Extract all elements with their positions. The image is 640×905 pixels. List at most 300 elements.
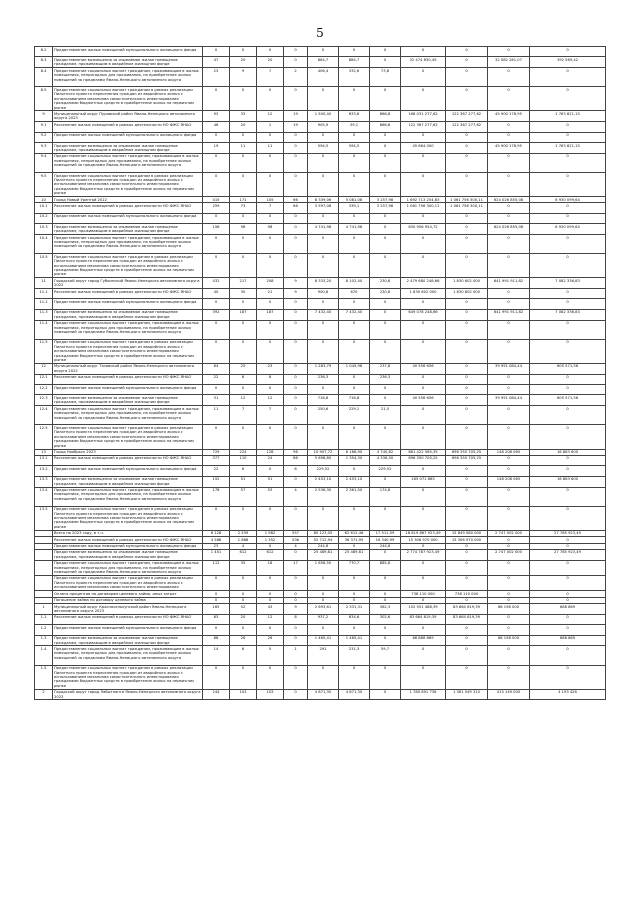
value-cell: 1 763 821,15 — [530, 143, 606, 154]
row-name-cell: Предоставление возмещения за изымаемое жилое помещение гражданам, проживающим в аварийном жилищном фонде — [53, 395, 203, 406]
table-row — [35, 47, 606, 57]
table-row — [35, 395, 606, 406]
table-row — [35, 173, 606, 197]
table-row — [35, 254, 606, 278]
value-cell: 0 — [370, 132, 401, 142]
value-cell: 0 — [257, 132, 284, 142]
value-cell: 630 956 954,72 — [401, 224, 446, 235]
row-number-cell: 13.2 — [35, 466, 53, 476]
value-cell: 19 — [284, 122, 308, 132]
row-name-cell: Предоставление социальных выплат гражданам в рамках реализации Пилотного проекта переселения граждан из аварийного жилья с использованием механизма самостоятельного инвестирования — [53, 575, 203, 590]
value-cell: 1 830 602 000 — [401, 289, 446, 299]
value-cell: 2 539 — [230, 530, 257, 536]
value-cell: 83 664 619,39 — [446, 604, 488, 615]
value-cell: 0 — [284, 506, 308, 530]
value-cell: 236,3 — [370, 374, 401, 384]
value-cell: 0 — [488, 47, 530, 57]
value-cell: 0 — [446, 173, 488, 197]
row-number-cell: 13.1 — [35, 455, 53, 465]
row-name-cell: Муниципальный округ Красноселькупский район Ямало-Ненецкого автономного округа 2023 — [53, 604, 203, 615]
value-cell: 0 — [230, 299, 257, 309]
row-number-cell — [35, 560, 53, 575]
row-number-cell: 9.4 — [35, 153, 53, 172]
value-cell: 40 556 656 — [401, 395, 446, 406]
value-cell: 0 — [370, 47, 401, 57]
value-cell: 0 — [401, 560, 446, 575]
value-cell: 0 — [401, 625, 446, 635]
row-number-cell: 13.4 — [35, 487, 53, 506]
row-number-cell: 1.4 — [35, 646, 53, 665]
value-cell: 26 — [257, 635, 284, 646]
value-cell: 634,6 — [339, 614, 370, 624]
value-cell: 15 849 080 000 — [446, 530, 488, 536]
value-cell: 5 081,08 — [339, 197, 370, 203]
value-cell: 11 — [230, 143, 257, 154]
row-number-cell — [35, 549, 53, 560]
value-cell: 2 — [284, 68, 308, 87]
row-name-cell: Предоставление жилых помещений муниципального жилищного фонда — [53, 299, 203, 309]
value-cell: 1 061 756 300,11 — [401, 203, 446, 213]
value-cell: 1 465,41 — [339, 635, 370, 646]
value-cell: 1 888 — [230, 537, 257, 543]
value-cell: 624 026 855,08 — [488, 224, 530, 235]
value-cell: 7 — [257, 203, 284, 213]
value-cell: 9 — [230, 68, 257, 87]
value-cell: 0 — [308, 254, 339, 278]
value-cell: 0 — [284, 299, 308, 309]
value-cell: 0 — [257, 320, 284, 339]
value-cell: 2 361,50 — [339, 487, 370, 506]
row-name-cell: Предоставление возмещения за изымаемое жилое помещение гражданам, проживающим в аварийном жилищном фонде — [53, 224, 203, 235]
value-cell: 0 — [308, 625, 339, 635]
value-cell: 612 — [257, 549, 284, 560]
value-cell: 16 863 600 — [530, 449, 606, 455]
value-cell: 98 — [257, 224, 284, 235]
value-cell: 0 — [370, 549, 401, 560]
value-cell: 0 — [530, 235, 606, 254]
value-cell: 0 — [339, 466, 370, 476]
value-cell: 0 — [257, 173, 284, 197]
value-cell: 0 — [530, 543, 606, 549]
value-cell: 0 — [401, 487, 446, 506]
value-cell: 0 — [401, 254, 446, 278]
value-cell: 0 — [488, 625, 530, 635]
value-cell: 83 664 619,39 — [446, 614, 488, 624]
value-cell: 2 331,31 — [339, 604, 370, 615]
value-cell: 0 — [339, 87, 370, 111]
value-cell: 0 — [308, 665, 339, 689]
value-cell: 0 — [488, 614, 530, 624]
value-cell: 0 — [401, 87, 446, 111]
value-cell: 0 — [230, 235, 257, 254]
value-cell: 0 — [446, 466, 488, 476]
value-cell: 22 — [203, 374, 230, 384]
value-cell: 0 — [308, 213, 339, 223]
value-cell: 0 — [446, 309, 488, 320]
value-cell: 0 — [446, 395, 488, 406]
value-cell: 0 — [230, 132, 257, 142]
row-number-cell: 1 — [35, 604, 53, 615]
value-cell: 0 — [370, 635, 401, 646]
value-cell: 0 — [308, 597, 339, 603]
value-cell: 0 — [284, 374, 308, 384]
value-cell: 0 — [339, 320, 370, 339]
value-cell: 93 — [203, 111, 230, 122]
row-number-cell: 10.2 — [35, 213, 53, 223]
row-name-cell: Расселение жилых помещений в рамках деятельности НО ФЖС ЯНАО — [53, 374, 203, 384]
value-cell: 8 102,40 — [339, 278, 370, 289]
value-cell: 0 — [230, 425, 257, 449]
row-name-cell: Предоставление жилых помещений муниципального жилищного фонда — [53, 213, 203, 223]
value-cell: 557 — [284, 530, 308, 536]
value-cell: 612 — [230, 549, 257, 560]
value-cell: 0 — [401, 235, 446, 254]
row-number-cell: 12.1 — [35, 374, 53, 384]
value-cell: 0 — [284, 575, 308, 590]
value-cell: 0 — [530, 506, 606, 530]
value-cell: 0 — [488, 299, 530, 309]
value-cell: 8 333,20 — [308, 278, 339, 289]
table-row — [35, 560, 606, 575]
value-cell: 4 740,82 — [370, 449, 401, 455]
row-number-cell: 10.5 — [35, 254, 53, 278]
row-number-cell: 11.5 — [35, 339, 53, 363]
value-cell: 0 — [488, 153, 530, 172]
value-cell: 0 — [446, 385, 488, 395]
value-cell: 905,9 — [308, 122, 339, 132]
value-cell: 0 — [339, 665, 370, 689]
table-row — [35, 625, 606, 635]
row-name-cell: Всего по 2023 году, в т.ч. — [53, 530, 203, 536]
value-cell: 0 — [284, 213, 308, 223]
value-cell: 244 — [203, 689, 230, 700]
row-name-cell: Предоставление социальных выплат гражданам в рамках реализации Пилотного проекта переселения граждан из аварийного жилья с использованием механизма самостоятельного инвестирования гражданами бюджетных средств в приобретение жилья на первичном рынке — [53, 506, 203, 530]
value-cell: 0 — [370, 591, 401, 597]
value-cell: 0 — [308, 591, 339, 597]
value-cell: 866,8 — [370, 111, 401, 122]
value-cell: 40 556 656 — [401, 363, 446, 374]
table-row — [35, 575, 606, 590]
value-cell: 112 — [203, 560, 230, 575]
value-cell: 0 — [446, 425, 488, 449]
value-cell: 594,5 — [339, 143, 370, 154]
value-cell: 605 571,56 — [530, 395, 606, 406]
value-cell: 0 — [339, 597, 370, 603]
value-cell: 0 — [446, 339, 488, 363]
table-row — [35, 665, 606, 689]
value-cell: 0 — [488, 560, 530, 575]
value-cell: 415 — [203, 197, 230, 203]
value-cell: 0 — [284, 173, 308, 197]
value-cell: 0 — [203, 173, 230, 197]
value-cell: 3 257,98 — [370, 203, 401, 213]
row-number-cell: 12.2 — [35, 385, 53, 395]
value-cell: 12 — [257, 395, 284, 406]
value-cell: 3 597,08 — [308, 203, 339, 213]
value-cell: 0 — [308, 575, 339, 590]
value-cell: 0 — [401, 213, 446, 223]
value-cell: 22 — [203, 466, 230, 476]
row-name-cell: Предоставление жилых помещений муниципального жилищного фонда — [53, 47, 203, 57]
value-cell: 12 — [257, 111, 284, 122]
table-row — [35, 425, 606, 449]
value-cell: 30 — [230, 289, 257, 299]
value-cell: 0 — [308, 299, 339, 309]
row-name-cell: Предоставление возмещения за изымаемое жилое помещение гражданам, проживающим в аварийном жилищном фонде — [53, 309, 203, 320]
value-cell: 0 — [446, 143, 488, 154]
row-name-cell: Городской округ город Губкинский Ямало-Ненецкого автономного округа 2022 — [53, 278, 203, 289]
value-cell: 0 — [257, 213, 284, 223]
value-cell: 178 — [203, 487, 230, 506]
table-row — [35, 87, 606, 111]
value-cell: 884,7 — [308, 57, 339, 68]
value-cell: 64 — [203, 363, 230, 374]
value-cell: 0 — [230, 625, 257, 635]
value-cell: 0 — [339, 591, 370, 597]
value-cell: 0 — [308, 132, 339, 142]
value-cell: 217 — [230, 278, 257, 289]
row-name-cell: Расселение жилых помещений в рамках деятельности НО ФЖС ЯНАО — [53, 614, 203, 624]
value-cell: 0 — [370, 299, 401, 309]
value-cell: 0 — [530, 339, 606, 363]
value-cell: 4 671,30 — [308, 689, 339, 700]
row-number-cell: 11.3 — [35, 309, 53, 320]
value-cell: 0 — [370, 385, 401, 395]
value-cell: 0 — [530, 213, 606, 223]
value-cell: 2 479 680 248,66 — [401, 278, 446, 289]
value-cell: 0 — [446, 506, 488, 530]
value-cell: 0 — [230, 506, 257, 530]
value-cell: 8 — [284, 614, 308, 624]
row-number-cell: 12.3 — [35, 395, 53, 406]
value-cell: 0 — [257, 153, 284, 172]
value-cell: 0 — [446, 476, 488, 487]
value-cell: 0 — [203, 385, 230, 395]
value-cell: 1 352 — [257, 537, 284, 543]
value-cell: 1 830 602 000 — [446, 278, 488, 289]
value-cell: 0 — [530, 289, 606, 299]
value-cell: 2 453,10 — [339, 476, 370, 487]
value-cell: 0 — [370, 87, 401, 111]
value-cell: 0 — [370, 506, 401, 530]
value-cell: 738 110 000 — [401, 591, 446, 597]
value-cell: 0 — [446, 213, 488, 223]
value-cell: 0 — [370, 395, 401, 406]
value-cell: 0 — [257, 339, 284, 363]
value-cell: 9 — [284, 289, 308, 299]
value-cell: 0 — [257, 466, 284, 476]
table-row — [35, 213, 606, 223]
row-name-cell: Город Ноябрьск 2023 — [53, 449, 203, 455]
value-cell: 122 367 277,62 — [401, 122, 446, 132]
table-row — [35, 235, 606, 254]
value-cell: 0 — [203, 87, 230, 111]
row-number-cell: 10.4 — [35, 235, 53, 254]
value-cell: 0 — [203, 320, 230, 339]
value-cell: 1 982 — [257, 530, 284, 536]
value-cell: 4 193 426 — [530, 689, 606, 700]
value-cell: 236,3 — [308, 374, 339, 384]
value-cell: 0 — [230, 591, 257, 597]
value-cell: 0 — [401, 68, 446, 87]
value-cell: 0 — [401, 173, 446, 197]
value-cell: 0 — [530, 132, 606, 142]
value-cell: 0 — [230, 339, 257, 363]
value-cell: 0 — [230, 87, 257, 111]
table-row — [35, 111, 606, 122]
value-cell: 237,8 — [370, 363, 401, 374]
value-cell: 0 — [446, 47, 488, 57]
value-cell: 15 306 970 000 — [446, 537, 488, 543]
table-row — [35, 122, 606, 132]
value-cell: 0 — [230, 47, 257, 57]
value-cell: 0 — [401, 47, 446, 57]
value-cell: 5 698,80 — [308, 455, 339, 465]
value-cell: 0 — [446, 87, 488, 111]
value-cell: 0 — [284, 153, 308, 172]
value-cell: 57 — [230, 487, 257, 506]
row-name-cell: Городской округ город Лабытнанги Ямало-Ненецкого автономного округа 2023 — [53, 689, 203, 700]
value-cell: 0 — [530, 597, 606, 603]
value-cell: 0 — [230, 213, 257, 223]
value-cell: 716,8 — [308, 395, 339, 406]
value-cell: 362,3 — [370, 604, 401, 615]
value-cell: 0 — [284, 132, 308, 142]
table-row — [35, 339, 606, 363]
value-cell: 0 — [203, 625, 230, 635]
value-cell: 20 — [257, 57, 284, 68]
value-cell: 0 — [401, 406, 446, 425]
value-cell: 0 — [230, 665, 257, 689]
value-cell: 0 — [401, 466, 446, 476]
value-cell: 0 — [230, 254, 257, 278]
page-number: 5 — [316, 26, 324, 40]
row-number-cell: 8.5 — [35, 87, 53, 111]
value-cell: 0 — [308, 339, 339, 363]
value-cell: 1 361 549 310 — [446, 689, 488, 700]
value-cell: 5 — [257, 646, 284, 665]
value-cell: 0 — [488, 665, 530, 689]
value-cell: 1 045,98 — [339, 363, 370, 374]
value-cell: 0 — [370, 57, 401, 68]
value-cell: 2 747 002 000 — [488, 530, 530, 536]
value-cell: 885,8 — [370, 560, 401, 575]
row-number-cell: 12 — [35, 363, 53, 374]
value-cell: 1 465,41 — [308, 635, 339, 646]
value-cell: 20 — [230, 57, 257, 68]
value-cell: 23 — [203, 68, 230, 87]
value-cell: 1 763 821,15 — [530, 111, 606, 122]
row-number-cell: 9.2 — [35, 132, 53, 142]
value-cell: 20 — [230, 122, 257, 132]
value-cell: 716,8 — [339, 395, 370, 406]
value-cell: 0 — [257, 385, 284, 395]
value-cell: 0 — [370, 597, 401, 603]
row-number-cell: 1.2 — [35, 625, 53, 635]
value-cell: 0 — [530, 646, 606, 665]
value-cell: 1 500,40 — [308, 111, 339, 122]
value-cell: 62 612,46 — [339, 530, 370, 536]
value-cell: 0 — [284, 406, 308, 425]
row-name-cell: Предоставление жилых помещений муниципального жилищного фонда — [53, 625, 203, 635]
value-cell: 0 — [203, 213, 230, 223]
row-name-cell: Предоставление социальных выплат гражданам, проживающим в жилых помещениях, непригодных для проживания, на приобретение жилых помещений за пределами Ямало-Ненецкого автономного округа — [53, 560, 203, 575]
value-cell: 250,6 — [308, 406, 339, 425]
value-cell: 0 — [446, 132, 488, 142]
value-cell: 0 — [401, 425, 446, 449]
value-cell: 0 — [488, 506, 530, 530]
row-number-cell: 10.3 — [35, 224, 53, 235]
value-cell: 0 — [370, 153, 401, 172]
value-cell: 0 — [488, 289, 530, 299]
value-cell: 0 — [530, 374, 606, 384]
value-cell: 35 — [230, 560, 257, 575]
row-number-cell: 13.5 — [35, 506, 53, 530]
value-cell: 0 — [401, 385, 446, 395]
value-cell: 0 — [488, 122, 530, 132]
value-cell: 229,1 — [339, 406, 370, 425]
value-cell: 0 — [339, 543, 370, 549]
value-cell: 696 350 705,25 — [446, 449, 488, 455]
value-cell: 39 951 084,44 — [488, 363, 530, 374]
value-cell: 0 — [257, 87, 284, 111]
value-cell: 0 — [530, 625, 606, 635]
table-row — [35, 689, 606, 700]
value-cell: 43 — [257, 604, 284, 615]
row-name-cell: Расселение жилых помещений в рамках деятельности НО ФЖС ЯНАО — [53, 537, 203, 543]
value-cell: 6 930 099,64 — [530, 197, 606, 203]
value-cell: 0 — [530, 591, 606, 597]
value-cell: 0 — [203, 132, 230, 142]
value-cell: 96 — [284, 449, 308, 455]
value-cell: 103 — [230, 689, 257, 700]
row-name-cell: Расселение жилых помещений в рамках деятельности НО ФЖС ЯНАО — [53, 122, 203, 132]
value-cell: 0 — [203, 665, 230, 689]
row-number-cell: 9 — [35, 111, 53, 122]
value-cell: 0 — [370, 476, 401, 487]
value-cell: 224 — [230, 449, 257, 455]
value-cell: 244,8 — [308, 543, 339, 549]
row-name-cell: Предоставление жилых помещений муниципального жилищного фонда — [53, 385, 203, 395]
value-cell: 0 — [203, 254, 230, 278]
value-cell: 46 — [203, 122, 230, 132]
value-cell: 27 785 923,49 — [530, 530, 606, 536]
value-cell: 0 — [488, 173, 530, 197]
value-cell: 0 — [284, 425, 308, 449]
value-cell: 23 — [257, 363, 284, 374]
value-cell: 110 — [230, 455, 257, 465]
value-cell: 2 536,30 — [308, 487, 339, 506]
value-cell: 0 — [488, 132, 530, 142]
value-cell: 0 — [488, 87, 530, 111]
value-cell: 0 — [446, 575, 488, 590]
value-cell: 0 — [401, 665, 446, 689]
row-number-cell: 11 — [35, 278, 53, 289]
value-cell: 688 869 — [530, 604, 606, 615]
value-cell: 11 — [203, 406, 230, 425]
value-cell: 649 078 248,66 — [401, 309, 446, 320]
value-cell: 0 — [530, 466, 606, 476]
value-cell: 0 — [339, 625, 370, 635]
row-name-cell: Предоставление возмещения за изымаемое жилое помещение гражданам, проживающим в аварийном жилищном фонде — [53, 549, 203, 560]
value-cell: 0 — [530, 173, 606, 197]
row-name-cell: Оплата процентов по договорам целевого займа, иных затрат — [53, 591, 203, 597]
value-cell: 0 — [488, 339, 530, 363]
value-cell: 11 — [257, 143, 284, 154]
value-cell: 1 656,50 — [308, 560, 339, 575]
value-cell: 1 — [257, 122, 284, 132]
value-cell: 0 — [284, 665, 308, 689]
